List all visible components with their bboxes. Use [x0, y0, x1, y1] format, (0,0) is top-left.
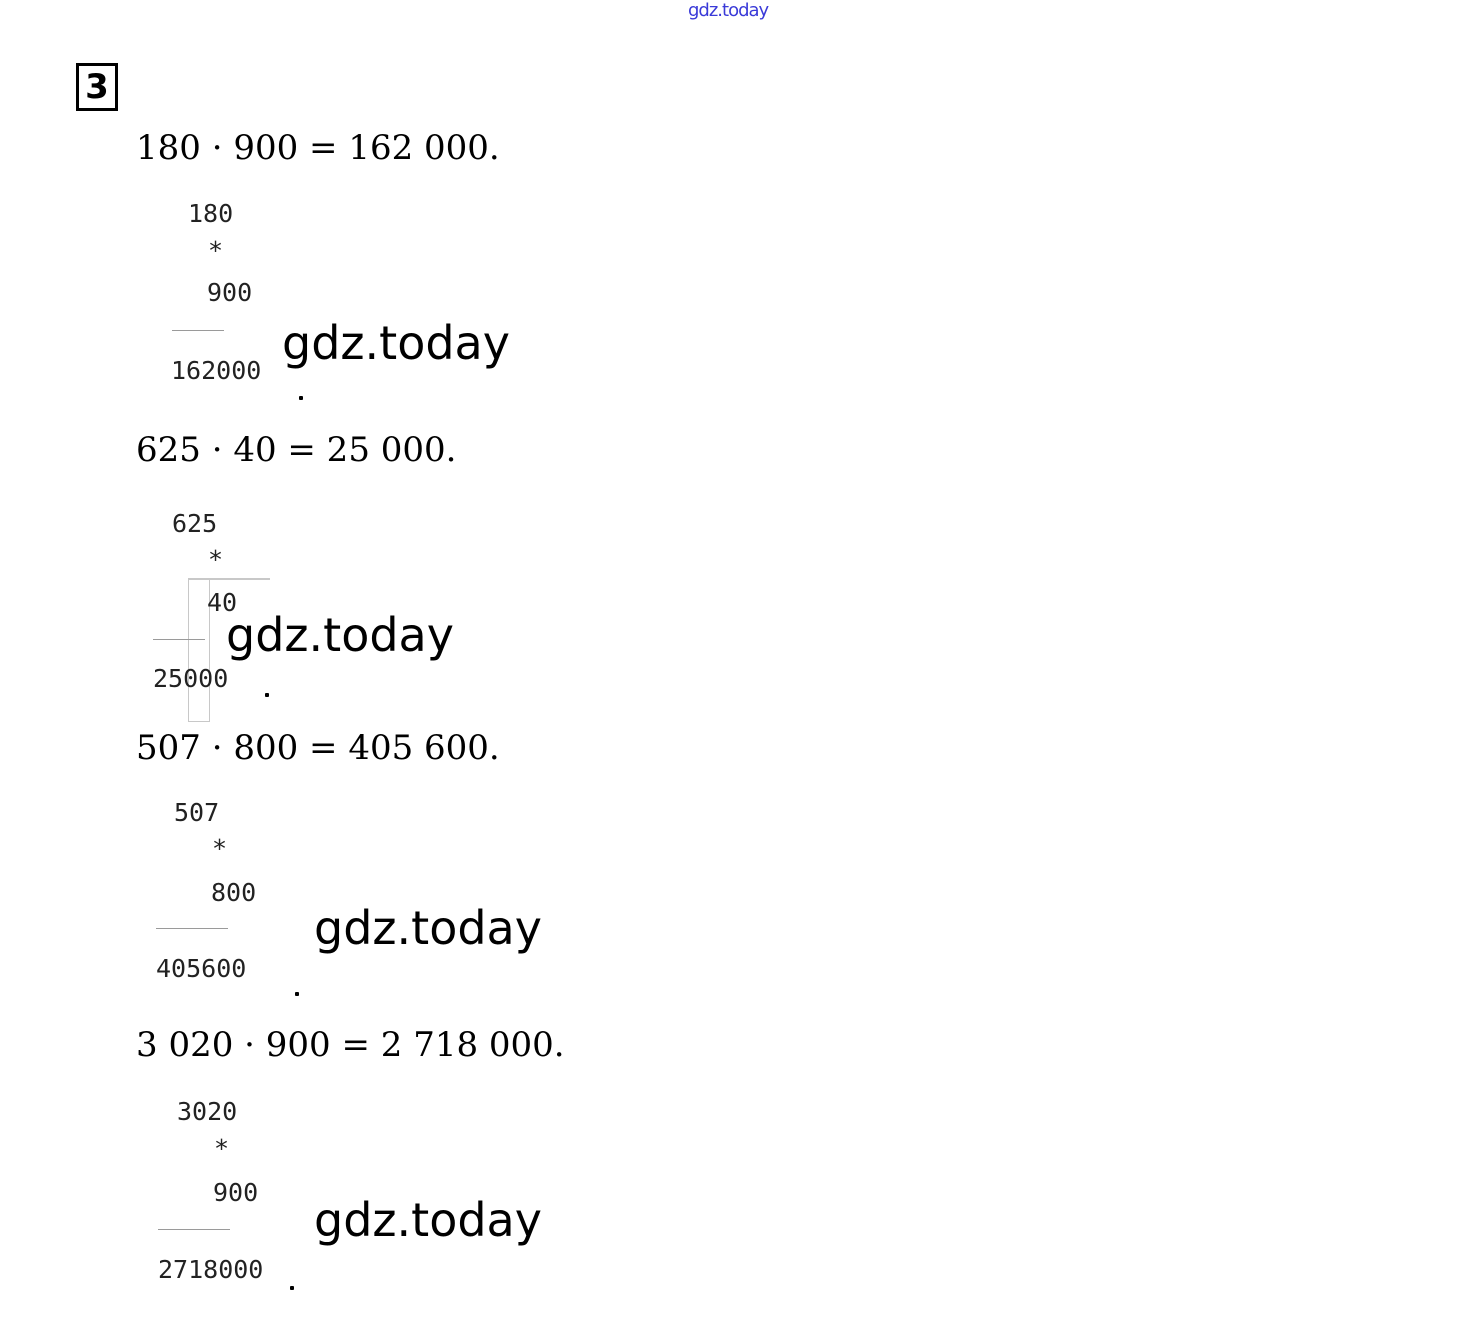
- column-operator-2: *: [208, 545, 224, 574]
- period-mark-4: [290, 1286, 294, 1290]
- watermark-2: gdz.today: [226, 608, 454, 662]
- column-operator-4: *: [214, 1134, 230, 1163]
- column-result-3: 405600: [156, 954, 247, 983]
- column-bottom-3: 800: [211, 878, 257, 907]
- column-divider-2: [153, 639, 205, 640]
- watermark-1: gdz.today: [282, 316, 510, 370]
- column-bottom-1: 900: [207, 278, 253, 307]
- faint-bar-decoration: [188, 578, 270, 580]
- equation-2: 625 · 40 = 25 000.: [136, 430, 457, 470]
- period-mark-3: [295, 992, 299, 996]
- column-operator-1: *: [208, 236, 224, 265]
- task-number-badge: 3: [76, 63, 118, 111]
- column-top-1: 180: [188, 199, 234, 228]
- column-operator-3: *: [212, 834, 228, 863]
- period-mark-2: [265, 693, 269, 697]
- watermark-4: gdz.today: [314, 1193, 542, 1247]
- column-result-4: 2718000: [158, 1255, 264, 1284]
- column-divider-4: [158, 1229, 230, 1230]
- column-top-4: 3020: [177, 1097, 238, 1126]
- column-result-2: 25000: [153, 664, 229, 693]
- column-divider-3: [156, 928, 228, 929]
- column-top-3: 507: [174, 798, 220, 827]
- watermark-3: gdz.today: [314, 901, 542, 955]
- header-watermark: gdz.today: [688, 0, 769, 21]
- column-top-2: 625: [172, 509, 218, 538]
- column-bottom-4: 900: [213, 1178, 259, 1207]
- equation-4: 3 020 · 900 = 2 718 000.: [136, 1025, 565, 1065]
- column-bottom-2: 40: [207, 588, 238, 617]
- column-result-1: 162000: [171, 356, 262, 385]
- column-divider-1: [172, 330, 224, 331]
- period-mark-1: [299, 396, 303, 400]
- equation-1: 180 · 900 = 162 000.: [136, 128, 500, 168]
- equation-3: 507 · 800 = 405 600.: [136, 728, 500, 768]
